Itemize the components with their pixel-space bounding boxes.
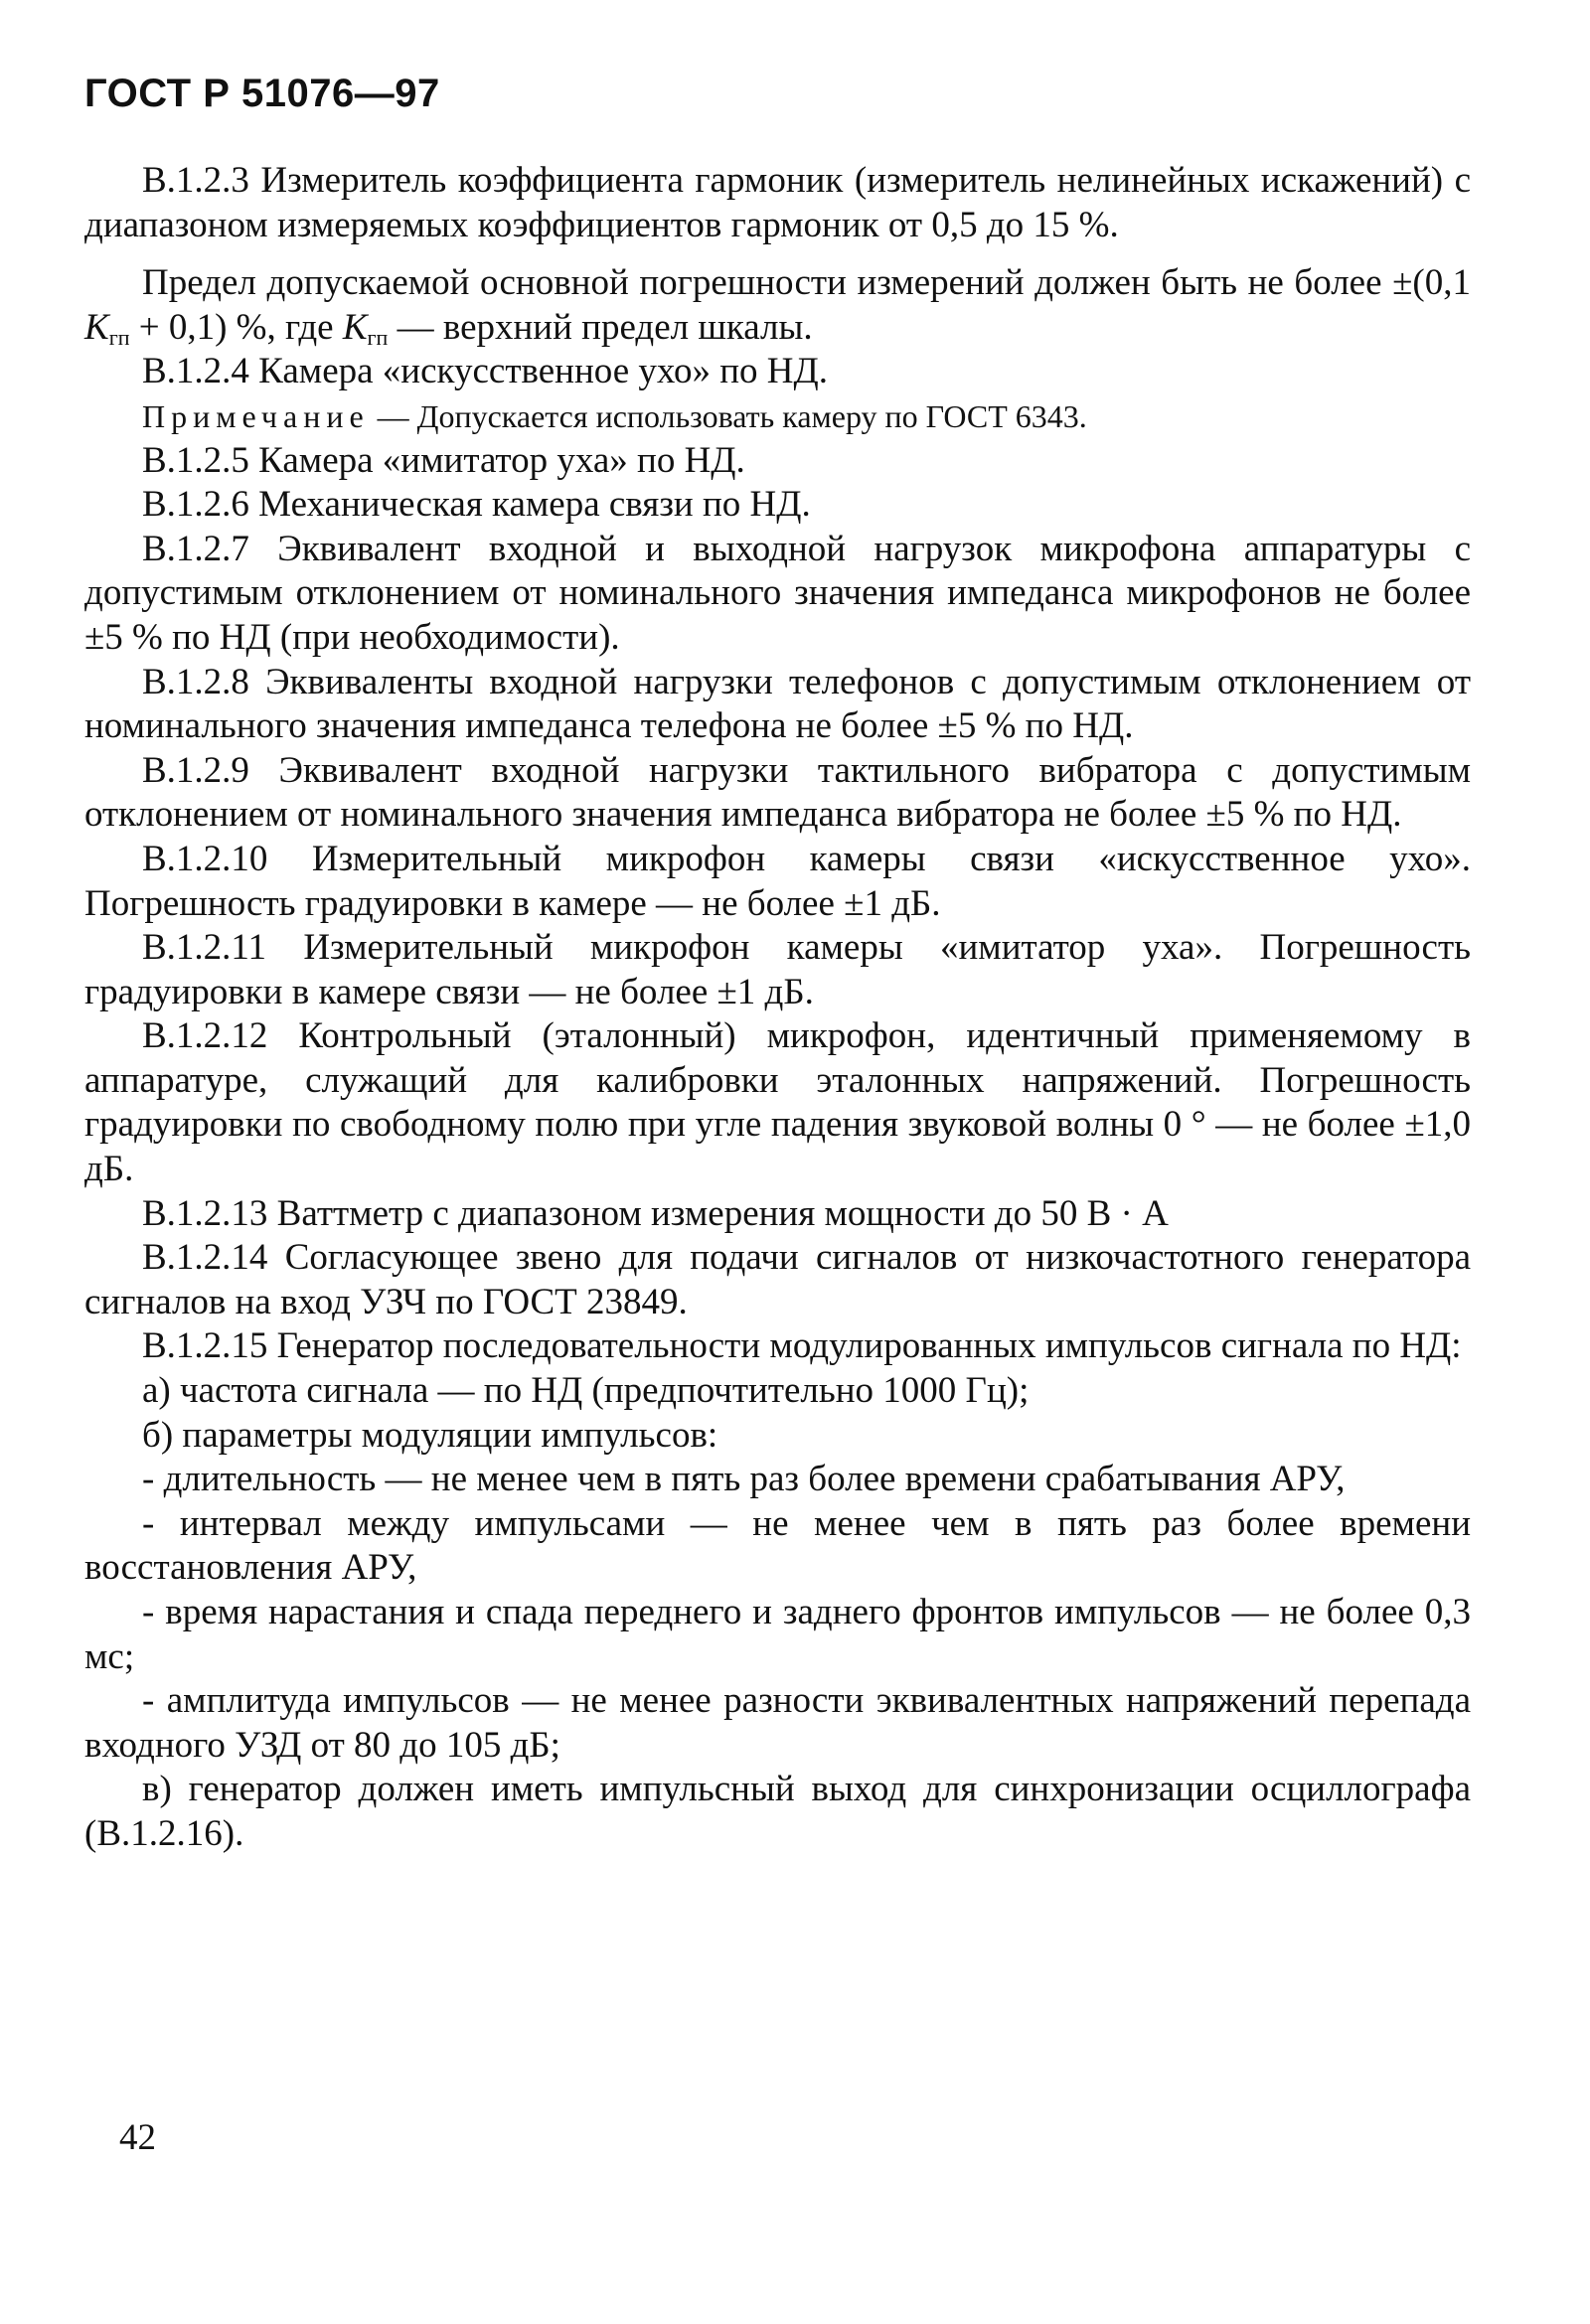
paragraph-b1-2-8: В.1.2.8 Эквиваленты входной нагрузки телефонов с допустимым отклонением от номинального значения импеданса телефона не более ±5 % по НД. xyxy=(84,661,1471,747)
k-subscript: гп xyxy=(367,324,389,350)
dash-item-interval: - интервал между импульсами — не менее чем в пять раз более времени восстановления АРУ, xyxy=(84,1502,1471,1589)
k-symbol: $K_{гп}$ xyxy=(342,306,389,350)
k-symbol: $K_{гп}$ xyxy=(84,306,130,350)
paragraph-b1-2-7: В.1.2.7 Эквивалент входной и выходной нагрузок микрофона аппаратуры с допустимым отклонением от номинального значения импеданса микрофонов не более ±5 % по НД (при необходимости). xyxy=(84,528,1471,658)
paragraph-b1-2-14: В.1.2.14 Согласующее звено для подачи сигналов от низкочастотного генератора сигналов на вход УЗЧ по ГОСТ 23849. xyxy=(84,1237,1471,1322)
document-body xyxy=(84,159,1471,1857)
paragraph-b1-2-10: В.1.2.10 Измерительный микрофон камеры связи «искусственное ухо». Погрешность градуировки в камере — не более ±1 дБ. xyxy=(84,838,1471,924)
dash-item-duration: - длительность — не менее чем в пять раз более времени срабатывания АРУ, xyxy=(142,1459,1346,1500)
paragraph-b1-2-9: В.1.2.9 Эквивалент входной нагрузки тактильного вибратора с допустимым отклонением от номинального значения импеданса вибратора не более ±5 % по НД. xyxy=(84,749,1471,836)
list-item-b: б) параметры модуляции импульсов: xyxy=(142,1414,718,1456)
paragraph-b1-2-6: В.1.2.6 Механическая камера связи по НД. xyxy=(142,484,811,526)
page-header: ГОСТ Р 51076—97 xyxy=(84,72,440,115)
limit-text-3: — верхний предел шкалы. xyxy=(388,306,813,348)
limit-text-2: + 0,1) %, где xyxy=(129,306,343,348)
list-item-c: в) генератор должен иметь импульсный выход для синхронизации осциллографа (В.1.2.16). xyxy=(84,1769,1471,1854)
paragraph-b1-2-13: В.1.2.13 Ваттметр с диапазоном измерения мощности до 50 В · А xyxy=(142,1192,1169,1234)
document-page xyxy=(84,0,1471,2324)
note xyxy=(84,394,1471,439)
paragraph-b1-2-5: В.1.2.5 Камера «имитатор уха» по НД. xyxy=(142,439,745,481)
page-number: 42 xyxy=(119,2117,156,2158)
paragraph-b1-2-15: В.1.2.15 Генератор последовательности модулированных импульсов сигнала по НД: xyxy=(142,1325,1462,1367)
list-item-a: а) частота сигнала — по НД (предпочтительно 1000 Гц); xyxy=(142,1370,1030,1412)
k-subscript: гп xyxy=(108,324,130,350)
note-text: — Допускается использовать камеру по ГОСТ 6343. xyxy=(369,397,1087,434)
paragraph-b1-2-4: В.1.2.4 Камера «искусственное ухо» по НД. xyxy=(142,351,828,392)
note-label: Примечание xyxy=(142,397,370,434)
paragraph-b1-2-12: В.1.2.12 Контрольный (эталонный) микрофон, идентичный применяемому в аппаратуре, служащий для калибровки эталонных напряжений. Погрешность градуировки по свободному полю при угле падения звуковой волны 0 ° — не более ±1,0 дБ. xyxy=(84,1015,1471,1190)
paragraph-b1-2-11: В.1.2.11 Измерительный микрофон камеры «имитатор уха». Погрешность градуировки в камере связи — не более ±1 дБ. xyxy=(84,927,1471,1012)
dash-item-rise-time: - время нарастания и спада переднего и заднего фронтов импульсов — не более 0,3 мс; xyxy=(84,1592,1471,1677)
paragraph-b1-2-3: В.1.2.3 Измеритель коэффициента гармоник (измеритель нелинейных искажений) с диапазоном измеряемых коэффициентов гармоник от 0,5 до 15 %. xyxy=(84,160,1471,245)
paragraph-limit xyxy=(84,261,1471,350)
limit-text-1: Предел допускаемой основной погрешности измерений должен быть не более ±(0,1 xyxy=(142,262,1471,304)
dash-item-amplitude: - амплитуда импульсов — не менее разности эквивалентных напряжений перепада входного УЗД от 80 до 105 дБ; xyxy=(84,1680,1471,1766)
